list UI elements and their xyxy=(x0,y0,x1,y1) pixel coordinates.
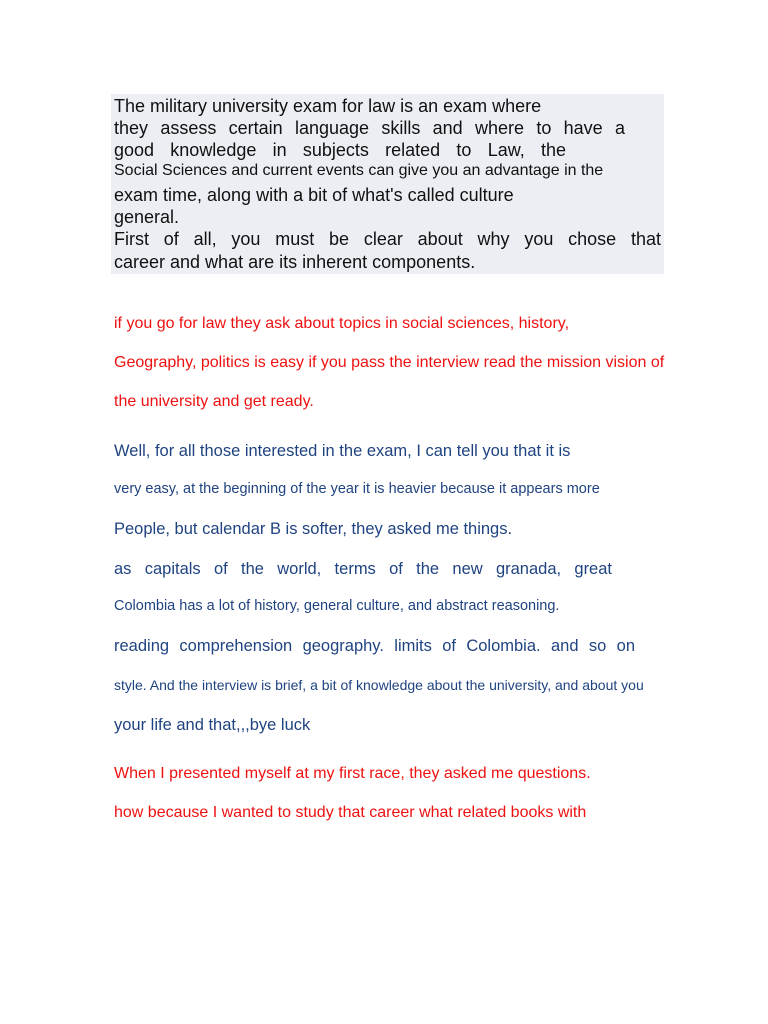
intro-line: exam time, along with a bit of what's called culture xyxy=(114,185,514,205)
intro-line: good knowledge in subjects related to Law, the xyxy=(114,140,566,160)
first-race-line: how because I wanted to study that career what related books with xyxy=(114,804,587,821)
intro-line: career and what are its inherent components. xyxy=(114,252,476,272)
experience-line: People, but calendar B is softer, they asked me things. xyxy=(114,520,513,538)
experience-line: very easy, at the beginning of the year it is heavier because it appears more xyxy=(114,481,600,497)
experience-line: reading comprehension geography. limits of Colombia. and so on xyxy=(114,637,635,655)
intro-line: general. xyxy=(114,207,180,227)
intro-line: they assess certain language skills and where to have a xyxy=(114,118,625,138)
experience-line: style. And the interview is brief, a bit of knowledge about the university, and about you xyxy=(114,677,644,693)
intro-line: The military university exam for law is an exam where xyxy=(114,96,542,116)
experience-line: your life and that,,,bye luck xyxy=(114,716,311,734)
experience-line: as capitals of the world, terms of the new granada, great xyxy=(114,560,612,578)
intro-line: First of all, you must be clear about why you chose that xyxy=(114,229,661,249)
experience-line: Well, for all those interested in the exam, I can tell you that it is xyxy=(114,442,571,460)
law-topics-line: the university and get ready. xyxy=(114,393,314,410)
first-race-line: When I presented myself at my first race, they asked me questions. xyxy=(114,765,591,782)
experience-line: Colombia has a lot of history, general culture, and abstract reasoning. xyxy=(114,598,560,614)
intro-line: Social Sciences and current events can give you an advantage in the xyxy=(114,162,604,179)
law-topics-line: Geography, politics is easy if you pass the interview read the mission vision of xyxy=(114,354,665,371)
law-topics-line: if you go for law they ask about topics in social sciences, history, xyxy=(114,315,570,332)
